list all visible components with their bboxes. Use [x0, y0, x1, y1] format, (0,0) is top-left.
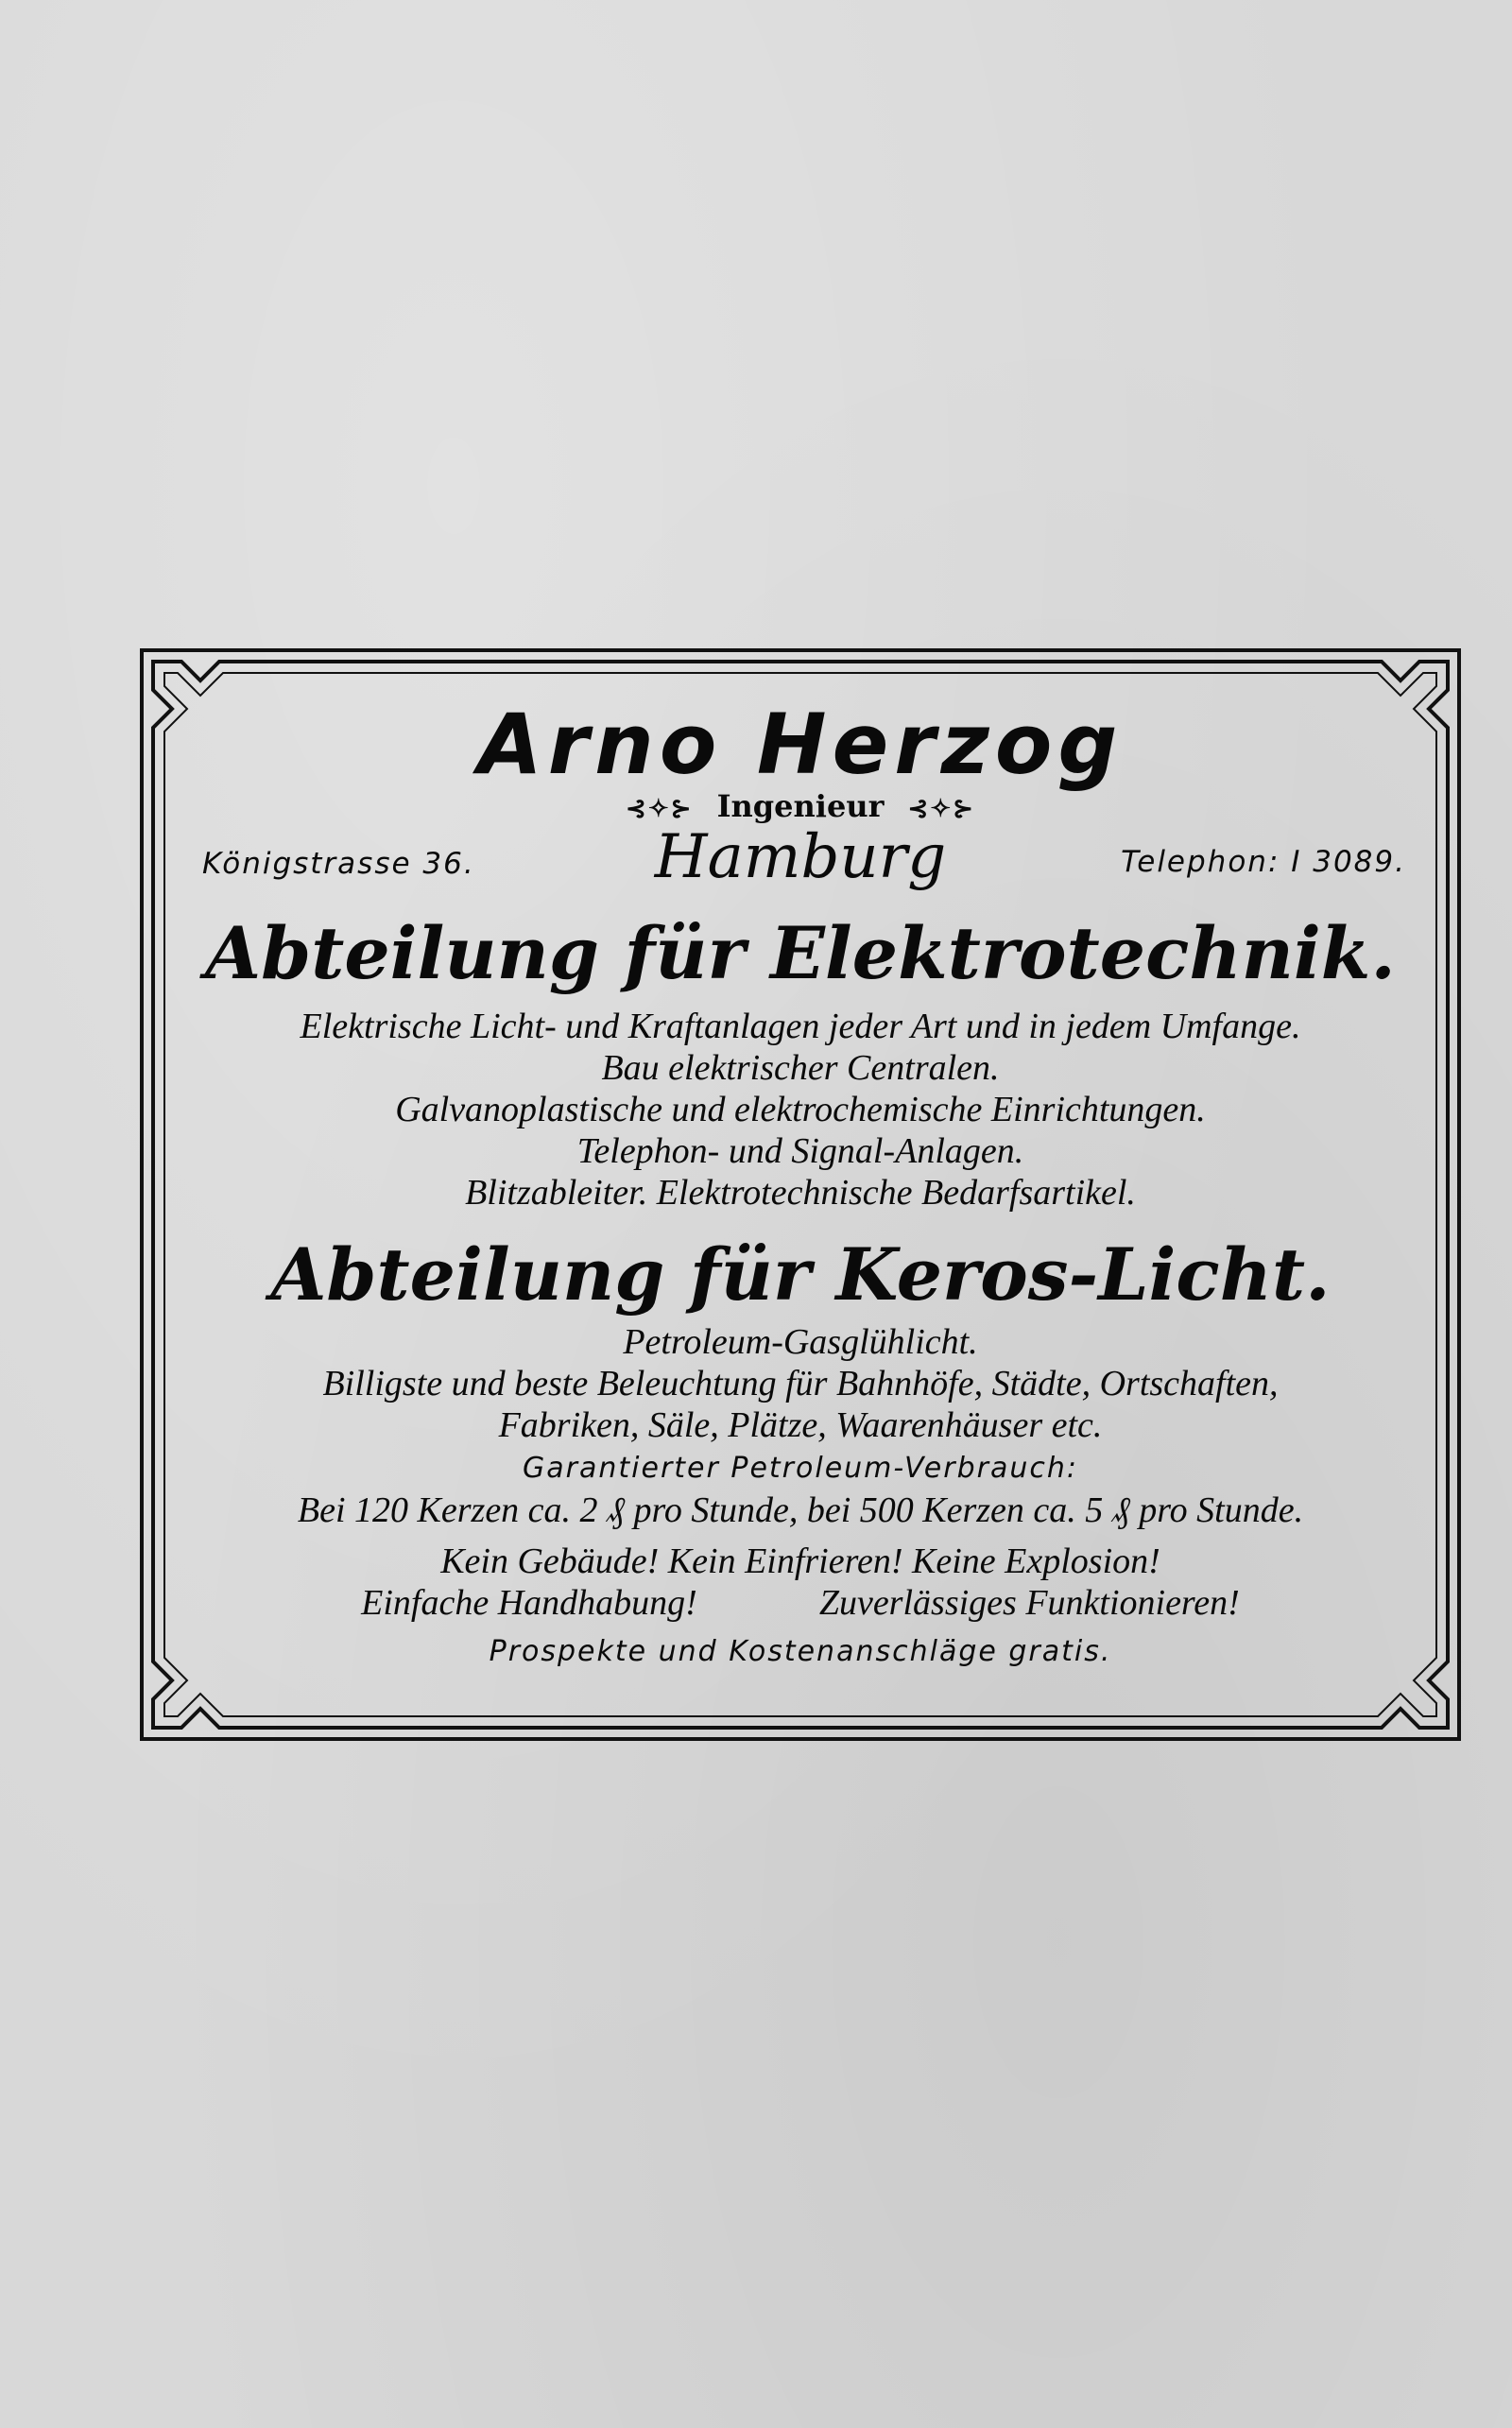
profession-row — [140, 788, 1461, 824]
electro-line: Telephon- und Signal-Anlagen. — [576, 1131, 1024, 1171]
advertisement — [140, 648, 1461, 1741]
ornament-right-icon: ⊰✧⊱ — [907, 794, 975, 823]
keros-line: Fabriken, Säle, Plätze, Waarenhäuser etc. — [498, 1405, 1103, 1445]
consumption-line: Bei 120 Kerzen ca. 2 ₰ pro Stunde, bei 500 Kerzen ca. 5 ₰ pro Stunde. — [297, 1490, 1304, 1530]
keros-section-heading: Abteilung für Keros-Licht. — [270, 1232, 1331, 1317]
city: Hamburg — [654, 822, 947, 892]
guarantee-label: Garantierter Petroleum-Verbrauch: — [523, 1452, 1078, 1485]
profession: Ingenieur — [716, 788, 885, 824]
electro-line: Bau elektrischer Centralen. — [601, 1048, 1000, 1088]
telephone-number: Telephon: I 3089. — [1121, 845, 1406, 879]
electro-line: Galvanoplastische und elektrochemische Einrichtungen. — [395, 1090, 1206, 1129]
feature-line-2 — [140, 1582, 1461, 1624]
feature-reliability: Zuverlässiges Funktionieren! — [818, 1583, 1240, 1623]
company-name: Arno Herzog — [477, 696, 1124, 793]
electro-section-heading: Abteilung für Elektrotechnik. — [205, 911, 1396, 995]
feature-line: Kein Gebäude! Kein Einfrieren! Keine Explosion! — [440, 1541, 1160, 1581]
footer-note: Prospekte und Kostenanschläge gratis. — [489, 1635, 1112, 1668]
street-address: Königstrasse 36. — [202, 847, 475, 881]
feature-handling: Einfache Handhabung! — [361, 1583, 697, 1623]
keros-line: Billigste und beste Beleuchtung für Bahnhöfe, Städte, Ortschaften, — [322, 1364, 1279, 1403]
bleed-through-decoration — [113, 284, 1399, 340]
keros-subtitle: Petroleum-Gasglühlicht. — [623, 1322, 978, 1362]
ornament-left-icon: ⊰✧⊱ — [626, 794, 694, 823]
electro-line: Blitzableiter. Elektrotechnische Bedarfsartikel. — [465, 1173, 1136, 1213]
electro-line: Elektrische Licht- und Kraftanlagen jeder Art und in jedem Umfange. — [300, 1007, 1301, 1046]
